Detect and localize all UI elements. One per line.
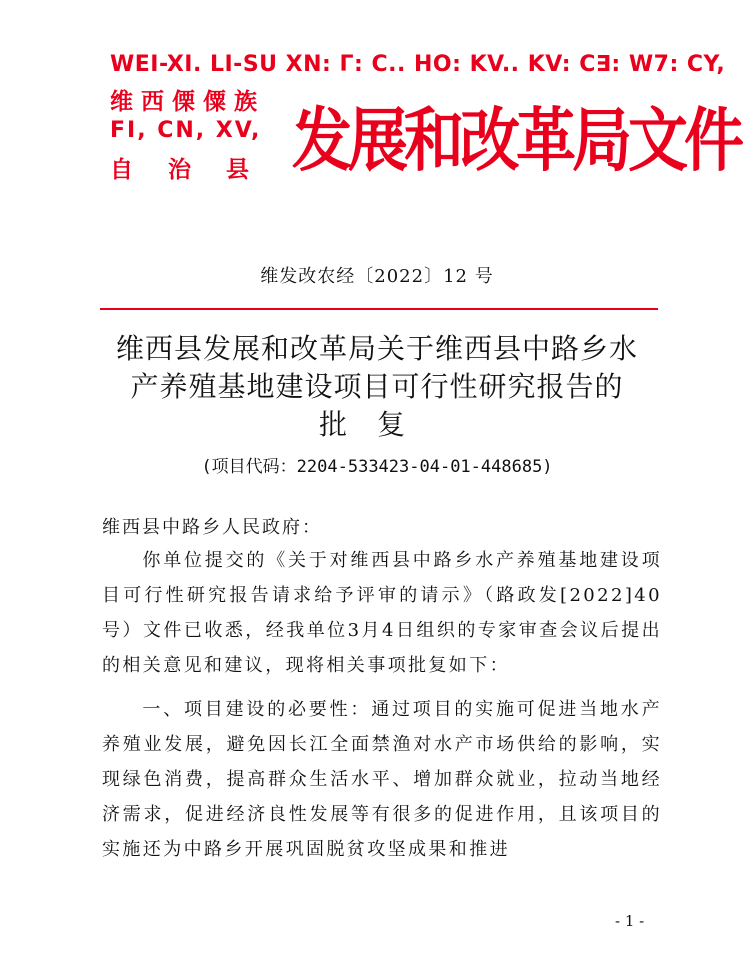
document-title-line-3: 批复 <box>318 408 435 441</box>
letterhead-bureau-title: 发展和改革局文件 <box>292 100 740 182</box>
letterhead-county-name-line-1: 维西傈僳族 <box>110 89 265 115</box>
letterhead-lisu-line-1: WEI-XI. LI-SU XN: Γ: C.. HO: KV.. KV: C∃: W7: CY, <box>110 52 726 77</box>
body-paragraph-1 <box>102 543 662 683</box>
letterhead-county-name-line-2: 自治县 <box>110 157 284 183</box>
project-code: (项目代码：2204-533423-04-01-448685) <box>201 457 553 477</box>
red-divider <box>100 308 658 310</box>
document-title <box>80 330 674 444</box>
document-title-line-1: 维西县发展和改革局关于维西县中路乡水 <box>115 332 638 365</box>
body-paragraph-2-text: 一、项目建设的必要性：通过项目的实施可促进当地水产养殖业发展，避免因长江全面禁渔对水产市场供给的影响，实现绿色消费，提高群众生活水平、增加群众就业，拉动当地经济需求，促进经济良性发展等有很多的促进作用，且该项目的实施还为中路乡开展巩固脱贫攻坚成果和推进 <box>102 699 662 860</box>
body-paragraph-2 <box>102 692 662 867</box>
body-paragraph-1-text: 你单位提交的《关于对维西县中路乡水产养殖基地建设项目可行性研究报告请求给予评审的请示》（路政发[2022]40号）文件已收悉，经我单位3月4日组织的专家审查会议后提出的相关意见和建议，现将相关事项批复如下： <box>102 550 662 676</box>
page-number: - 1 - <box>615 912 645 930</box>
letterhead-lisu-line-2: FI, CN, XV, <box>110 118 262 143</box>
salutation: 维西县中路乡人民政府： <box>102 517 322 538</box>
document-title-line-2: 产养殖基地建设项目可行性研究报告的 <box>130 370 624 403</box>
document-number: 维发改农经〔2022〕12 号 <box>260 266 494 287</box>
